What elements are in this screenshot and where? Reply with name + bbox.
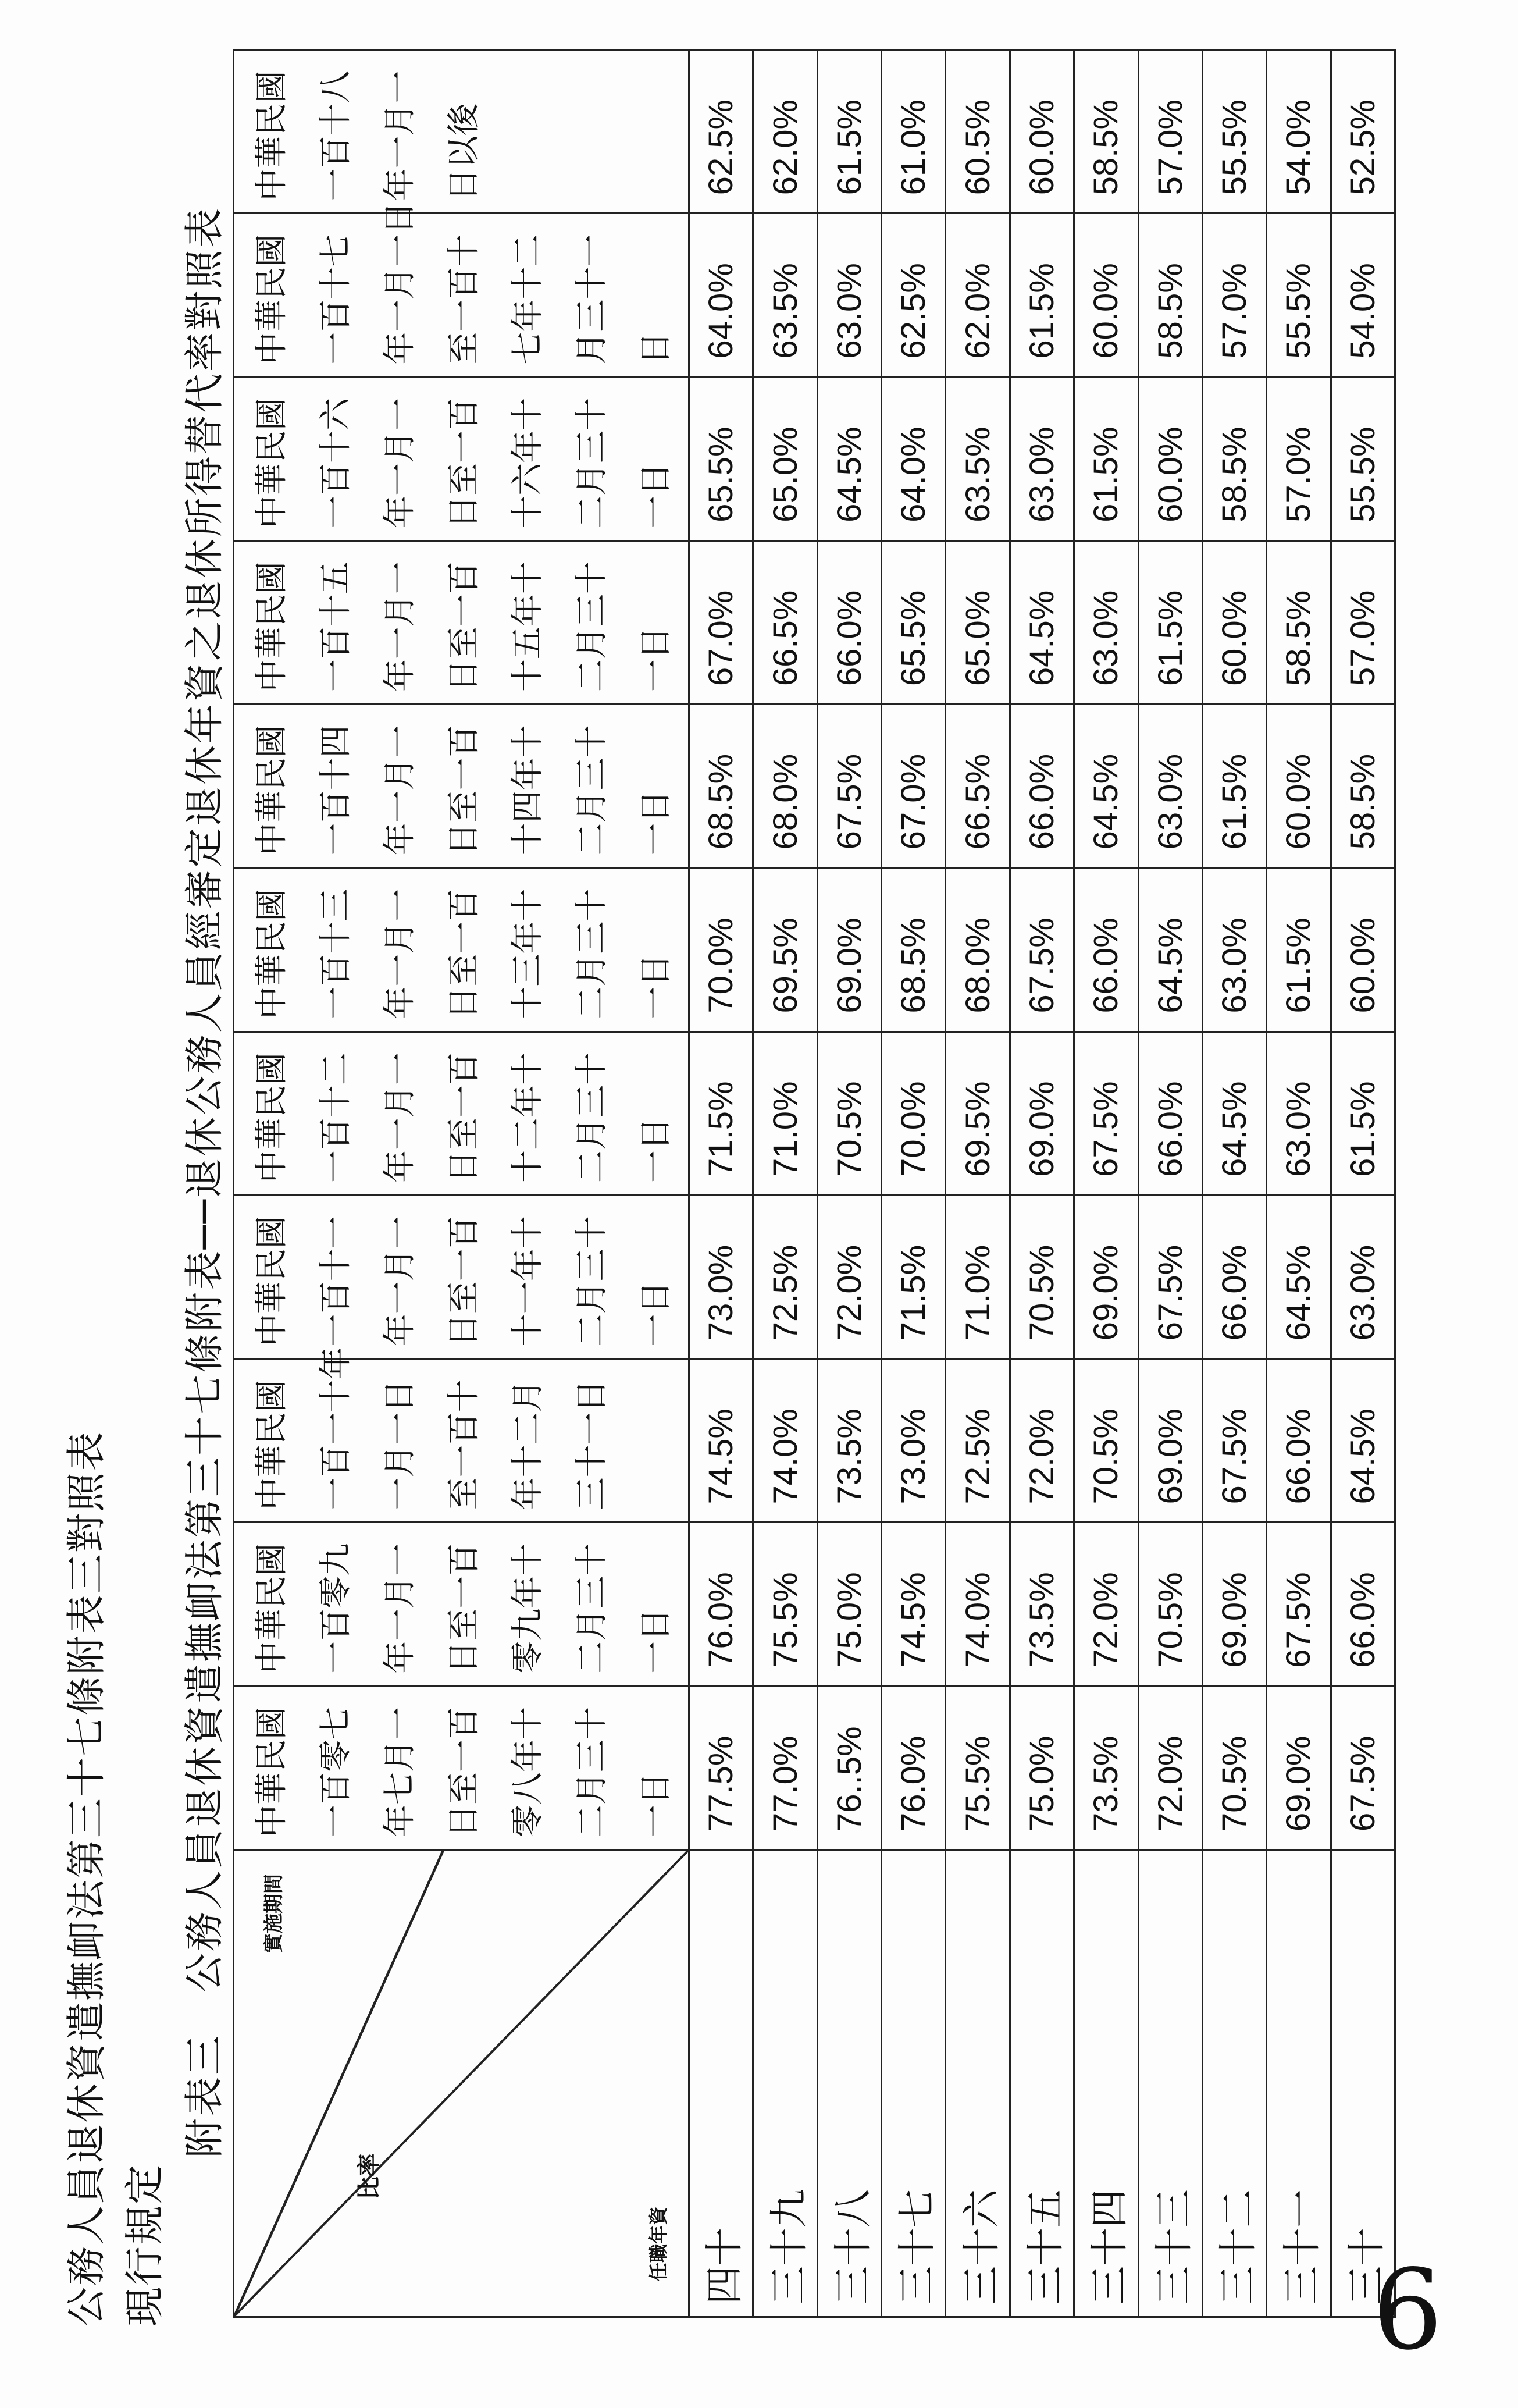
rate-cell: 77.5%: [689, 1686, 753, 1849]
document-subtitle: 現行規定: [122, 2163, 168, 2327]
rate-cell: 74.0%: [753, 1359, 817, 1523]
rate-cell: 67.5%: [817, 705, 881, 868]
rate-cell: 70.5%: [817, 1032, 881, 1195]
period-header-line: 一日: [637, 1608, 675, 1674]
rate-cell: 63.0%: [1331, 1195, 1395, 1358]
rate-cell: 57.0%: [1267, 377, 1331, 540]
years-of-service-cell: 三十八: [817, 1850, 881, 2317]
period-header-line: 一百十四: [317, 725, 355, 856]
period-header-line: 一百一十年: [317, 1347, 355, 1510]
rate-cell: 61.5%: [1267, 868, 1331, 1032]
table-caption: 附表三 公務人員退休資遣撫卹法第三十七條附表──退休公務人員經審定退休年資之退休所得替代率對照表: [182, 207, 228, 2158]
rate-cell: 67.5%: [1138, 1195, 1202, 1358]
period-header-line: 日: [637, 332, 675, 365]
rate-cell: 61.5%: [1202, 705, 1266, 868]
period-header-line: 日至一百: [445, 1216, 483, 1347]
period-header-line: 年一月一: [381, 888, 419, 1019]
period-header-line: 日至一百: [445, 725, 483, 856]
period-header-line: 一百零七: [317, 1707, 355, 1837]
rate-cell: 69.0%: [817, 868, 881, 1032]
rate-cell: 71.5%: [882, 1195, 946, 1358]
rate-cell: 69.0%: [1010, 1032, 1074, 1195]
rate-cell: 73.5%: [1010, 1523, 1074, 1686]
period-header-line: 至一百十: [445, 234, 483, 365]
years-of-service-cell: 三十七: [882, 1850, 946, 2317]
rate-cell: 54.0%: [1267, 50, 1331, 214]
period-header-line: 中華民國: [253, 1052, 291, 1183]
period-header-line: 日至一百: [445, 888, 483, 1019]
period-header-line: 日至一百: [445, 1543, 483, 1674]
period-column-header: [234, 540, 689, 704]
rate-cell: 60.0%: [1138, 377, 1202, 540]
period-header-line: 中華民國: [253, 397, 291, 528]
rate-cell: 67.5%: [1202, 1359, 1266, 1523]
period-header-line: 二月三十: [573, 561, 611, 692]
years-of-service-cell: 四十: [689, 1850, 753, 2317]
table-header-row: [234, 50, 689, 2317]
rate-cell: 54.0%: [1331, 214, 1395, 377]
corner-ratio-label: 比率: [356, 2153, 383, 2200]
rate-cell: 65.5%: [689, 377, 753, 540]
period-header-line: 年一月一: [381, 1216, 419, 1347]
period-column-header: [234, 1523, 689, 1686]
rate-cell: 75.0%: [1010, 1686, 1074, 1849]
rate-cell: 66.5%: [753, 540, 817, 704]
period-header-line: 年十二月: [509, 1379, 547, 1510]
rate-cell: 69.0%: [1202, 1523, 1266, 1686]
period-header-line: 十三年十: [509, 888, 547, 1019]
rate-cell: 64.5%: [1331, 1359, 1395, 1523]
rate-cell: 66.0%: [1331, 1523, 1395, 1686]
years-of-service-cell: 三十一: [1267, 1850, 1331, 2317]
period-header-line: 中華民國: [253, 1707, 291, 1837]
rate-cell: 64.0%: [882, 377, 946, 540]
rate-cell: 67.5%: [1267, 1523, 1331, 1686]
rate-cell: 74.5%: [882, 1523, 946, 1686]
years-of-service-cell: 三十: [1331, 1850, 1395, 2317]
period-column-header: [234, 201, 689, 377]
years-of-service-cell: 三十五: [1010, 1850, 1074, 2317]
rate-cell: 66.5%: [946, 705, 1010, 868]
rate-cell: 52.5%: [1331, 50, 1395, 214]
rate-cell: 58.5%: [1138, 214, 1202, 377]
table-row: [1267, 50, 1331, 2317]
period-column-header: [234, 1032, 689, 1195]
rate-cell: 57.0%: [1202, 214, 1266, 377]
rate-cell: 70.0%: [882, 1032, 946, 1195]
rate-cell: 73.5%: [817, 1359, 881, 1523]
period-header-line: 一月一日: [381, 1379, 419, 1510]
rate-cell: 58.5%: [1074, 50, 1138, 214]
rate-cell: 62.0%: [946, 214, 1010, 377]
period-header-line: 日以後: [445, 103, 483, 201]
rate-cell: 61.5%: [1010, 214, 1074, 377]
rate-cell: 77.0%: [753, 1686, 817, 1849]
rate-cell: 68.5%: [689, 705, 753, 868]
rate-cell: 67.0%: [882, 705, 946, 868]
rate-cell: 73.5%: [1074, 1686, 1138, 1849]
rate-cell: 69.0%: [1138, 1359, 1202, 1523]
rate-cell: 69.5%: [946, 1032, 1010, 1195]
period-header-line: 中華民國: [253, 725, 291, 856]
period-header-line: 二月三十: [573, 1052, 611, 1183]
period-header-line: 中華民國: [253, 1379, 291, 1510]
rate-cell: 67.5%: [1074, 1032, 1138, 1195]
period-header-line: 一百零九: [317, 1543, 355, 1674]
rate-cell: 60.0%: [1010, 50, 1074, 214]
period-header-line: 二月三十: [573, 725, 611, 856]
rate-cell: 69.5%: [753, 868, 817, 1032]
years-of-service-cell: 三十六: [946, 1850, 1010, 2317]
years-of-service-cell: 三十三: [1138, 1850, 1202, 2317]
rate-cell: 55.5%: [1202, 50, 1266, 214]
rate-cell: 60.0%: [1331, 868, 1395, 1032]
period-header-line: 十四年十: [509, 725, 547, 856]
period-header-line: 十六年十: [509, 397, 547, 528]
period-header-line: 一百十六: [317, 397, 355, 528]
rate-cell: 61.0%: [882, 50, 946, 214]
rate-cell: 74.5%: [689, 1359, 753, 1523]
rate-cell: 72.0%: [1138, 1686, 1202, 1849]
period-column-header: [234, 705, 689, 868]
rate-cell: 76..5%: [817, 1686, 881, 1849]
rate-cell: 65.0%: [753, 377, 817, 540]
period-header-line: 二月三十: [573, 1216, 611, 1347]
rate-cell: 57.0%: [1138, 50, 1202, 214]
rate-cell: 68.0%: [946, 868, 1010, 1032]
rate-cell: 63.0%: [1267, 1032, 1331, 1195]
period-header-line: 一日: [637, 790, 675, 856]
table-row: [1138, 50, 1202, 2317]
rate-cell: 60.0%: [1267, 705, 1331, 868]
rate-cell: 70.5%: [1010, 1195, 1074, 1358]
period-header-line: 年一月一: [381, 70, 419, 201]
rate-cell: 61.5%: [1331, 1032, 1395, 1195]
period-header-line: 年一月一: [381, 1052, 419, 1183]
period-header-line: 一百十一: [317, 1216, 355, 1347]
corner-years-label: 任職年資: [647, 2206, 669, 2281]
period-header-line: 中華民國: [253, 1543, 291, 1674]
rate-cell: 63.0%: [817, 214, 881, 377]
rate-cell: 63.0%: [1074, 540, 1138, 704]
period-column-header: [234, 1195, 689, 1358]
rate-cell: 71.0%: [753, 1032, 817, 1195]
rate-cell: 64.5%: [1202, 1032, 1266, 1195]
rate-cell: 66.0%: [1202, 1195, 1266, 1358]
period-header-line: 日至一百: [445, 397, 483, 528]
corner-header-cell: [234, 1850, 689, 2317]
rate-cell: 58.5%: [1331, 705, 1395, 868]
period-header-line: 一日: [637, 1281, 675, 1347]
years-of-service-cell: 三十九: [753, 1850, 817, 2317]
rate-cell: 72.0%: [1074, 1523, 1138, 1686]
rate-cell: 57.0%: [1331, 540, 1395, 704]
period-header-line: 年一月一: [381, 1543, 419, 1674]
rate-cell: 71.0%: [946, 1195, 1010, 1358]
period-header-line: 十五年十: [509, 561, 547, 692]
rate-cell: 76.0%: [882, 1686, 946, 1849]
period-column-header: [234, 50, 689, 214]
period-header-line: 日至一百: [445, 561, 483, 692]
period-header-line: 二月三十: [573, 888, 611, 1019]
period-header-line: 一日: [637, 463, 675, 528]
rate-cell: 60.5%: [946, 50, 1010, 214]
rate-cell: 66.0%: [817, 540, 881, 704]
rate-cell: 67.0%: [689, 540, 753, 704]
period-header-line: 一百十二: [317, 1052, 355, 1183]
rate-cell: 64.5%: [817, 377, 881, 540]
rate-cell: 62.5%: [882, 214, 946, 377]
table-row: [1202, 50, 1266, 2317]
rate-cell: 60.0%: [1074, 214, 1138, 377]
period-header-line: 一日: [637, 954, 675, 1019]
period-header-line: 十二年十: [509, 1052, 547, 1183]
period-header-line: 一百十三: [317, 888, 355, 1019]
rate-cell: 72.0%: [817, 1195, 881, 1358]
period-header-line: 一百十五: [317, 561, 355, 692]
table-row: [882, 50, 946, 2317]
rate-cell: 73.0%: [882, 1359, 946, 1523]
period-header-line: 零九年十: [509, 1543, 547, 1674]
rate-cell: 66.0%: [1138, 1032, 1202, 1195]
period-header-line: 日至一百: [445, 1052, 483, 1183]
rate-cell: 63.0%: [1010, 377, 1074, 540]
period-header-line: 一日: [637, 627, 675, 692]
table-row: [946, 50, 1010, 2317]
rate-cell: 63.5%: [753, 214, 817, 377]
rate-cell: 70.5%: [1202, 1686, 1266, 1849]
period-header-line: 一百十七: [317, 234, 355, 365]
period-header-line: 二月三十: [573, 1543, 611, 1674]
rate-cell: 61.5%: [1074, 377, 1138, 540]
period-column-header: [234, 868, 689, 1032]
rate-cell: 55.5%: [1267, 214, 1331, 377]
rate-cell: 67.5%: [1331, 1686, 1395, 1849]
table-row: [1331, 50, 1395, 2317]
page-number: 6: [1373, 2246, 1443, 2374]
period-header-line: 至一百十: [445, 1379, 483, 1510]
rate-cell: 73.0%: [689, 1195, 753, 1358]
rate-cell: 69.0%: [1267, 1686, 1331, 1849]
rate-cell: 66.0%: [1010, 705, 1074, 868]
rate-cell: 66.0%: [1267, 1359, 1331, 1523]
table-row: [817, 50, 881, 2317]
rate-cell: 75.0%: [817, 1523, 881, 1686]
period-header-line: 三十一日: [573, 1379, 611, 1510]
years-of-service-cell: 三十四: [1074, 1850, 1138, 2317]
period-column-header: [234, 377, 689, 540]
rate-cell: 75.5%: [753, 1523, 817, 1686]
rate-cell: 64.0%: [689, 214, 753, 377]
rate-cell: 63.0%: [1202, 868, 1266, 1032]
period-header-line: 中華民國: [253, 1216, 291, 1347]
rate-cell: 72.0%: [1010, 1359, 1074, 1523]
rate-cell: 64.5%: [1010, 540, 1074, 704]
rate-cell: 70.5%: [1138, 1523, 1202, 1686]
period-header-line: 日至一百: [445, 1707, 483, 1837]
period-header-line: 年七月一: [381, 1707, 419, 1837]
rate-cell: 69.0%: [1074, 1195, 1138, 1358]
period-header-line: 零八年十: [509, 1707, 547, 1837]
rate-cell: 61.5%: [817, 50, 881, 214]
period-column-header: [234, 1686, 689, 1849]
period-header-line: 二月三十: [573, 397, 611, 528]
period-header-line: 一日: [637, 1117, 675, 1183]
rate-cell: 63.5%: [946, 377, 1010, 540]
rate-cell: 60.0%: [1202, 540, 1266, 704]
rate-cell: 72.5%: [946, 1359, 1010, 1523]
rate-cell: 64.5%: [1074, 705, 1138, 868]
rate-cell: 64.5%: [1267, 1195, 1331, 1358]
period-header-line: 年一月一: [381, 397, 419, 528]
period-header-line: 二月三十: [573, 1707, 611, 1837]
period-header-line: 中華民國: [253, 234, 291, 365]
table-row: [1010, 50, 1074, 2317]
period-header-line: 中華民國: [253, 70, 291, 201]
rate-cell: 61.5%: [1138, 540, 1202, 704]
rate-cell: 71.5%: [689, 1032, 753, 1195]
period-column-header: [234, 1347, 689, 1523]
rate-cell: 68.5%: [882, 868, 946, 1032]
table-row: [753, 50, 817, 2317]
period-header-line: 中華民國: [253, 561, 291, 692]
rate-cell: 58.5%: [1202, 377, 1266, 540]
period-header-line: 中華民國: [253, 888, 291, 1019]
period-header-line: 七年十二: [509, 234, 547, 365]
rate-cell: 55.5%: [1331, 377, 1395, 540]
rate-cell: 70.0%: [689, 868, 753, 1032]
rate-cell: 65.5%: [882, 540, 946, 704]
period-header-line: 十一年十: [509, 1216, 547, 1347]
period-header-line: 年一月一: [381, 561, 419, 692]
rate-cell: 58.5%: [1267, 540, 1331, 704]
rate-cell: 74.0%: [946, 1523, 1010, 1686]
years-of-service-cell: 三十二: [1202, 1850, 1266, 2317]
rate-cell: 72.5%: [753, 1195, 817, 1358]
diagonal-lines: [234, 1851, 688, 2316]
rate-cell: 63.0%: [1138, 705, 1202, 868]
replacement-rate-table: [233, 49, 1396, 2318]
rate-cell: 65.0%: [946, 540, 1010, 704]
period-header-line: 年一月一日: [381, 201, 419, 365]
table-row: [1074, 50, 1138, 2317]
period-header-line: 一日: [637, 1772, 675, 1837]
rate-cell: 66.0%: [1074, 868, 1138, 1032]
document-title: 公務人員退休資遣撫卹法第三十七條附表三對照表: [64, 1430, 110, 2327]
table-row: [689, 50, 753, 2317]
period-header-line: 一百十八: [317, 70, 355, 201]
period-header-line: 月三十一: [573, 234, 611, 365]
rate-cell: 67.5%: [1010, 868, 1074, 1032]
rate-cell: 64.5%: [1138, 868, 1202, 1032]
period-header-line: 年一月一: [381, 725, 419, 856]
rate-cell: 68.0%: [753, 705, 817, 868]
corner-period-label: 實施期間: [262, 1874, 286, 1953]
table-body: [689, 50, 1395, 2317]
rate-cell: 62.0%: [753, 50, 817, 214]
rate-cell: 62.5%: [689, 50, 753, 214]
rate-cell: 76.0%: [689, 1523, 753, 1686]
rate-cell: 70.5%: [1074, 1359, 1138, 1523]
rate-cell: 75.5%: [946, 1686, 1010, 1849]
